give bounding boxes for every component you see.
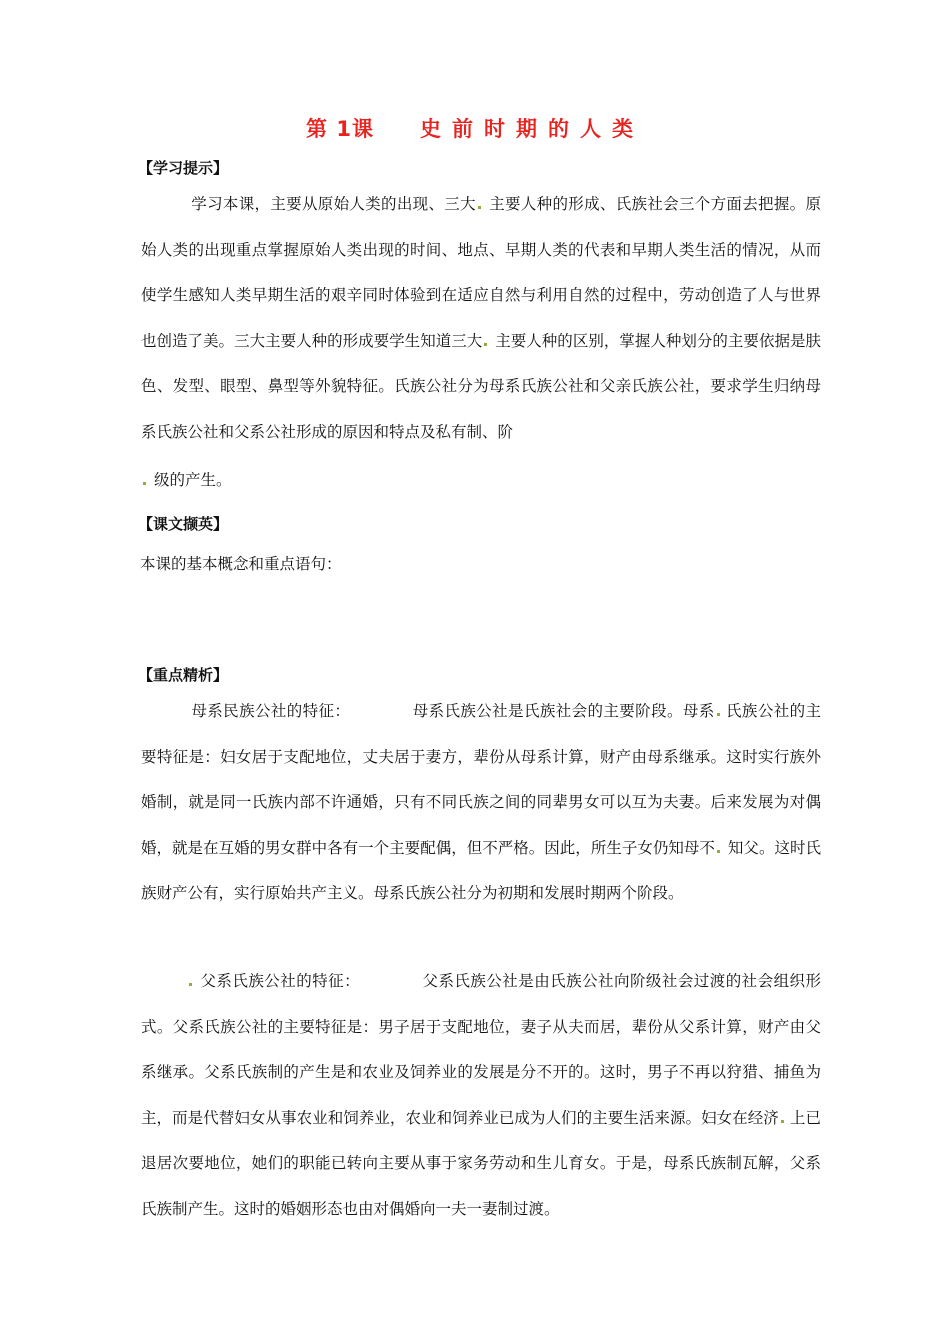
marker-dot [143, 482, 146, 485]
tips-last-line [141, 468, 232, 490]
tips-text-3: 主要人种的区别，掌握人种划分的主要依据是肤色、发型、眼型、鼻型等外貌特征。氏族公社分为母系氏族公社和父亲氏族公社，要求学生归纳母系氏族公社和父系公社形成的原因和特点及私有制、阶 [141, 331, 821, 441]
tips-text-4: 级的产生。 [154, 471, 232, 489]
patrilineal-text-1: 父系氏族公社是由氏族公社向阶级社会过渡的社会组织形式。父系氏族公社的主要特征是：男子居于支配地位，妻子从夫而居，辈份从父系计算，财产由父系继承。父系氏族制的产生是和农业及饲养业的发展是分不开的。这时，男子不再以狩猎、捕鱼为主，而是代替妇女从事农业和饲养业，农业和饲养业已成为人们的主要生活来源。妇女在经济 [141, 972, 821, 1127]
section-heading-text: 【课文撷英】 [138, 515, 229, 533]
tips-text-2: 主要人种的形成、氏族社会三个方面去把握。原始人类的出现重点掌握原始人类出现的时间、地点、早期人类的代表和早期人类生活的情况，从而使学生感知人类早期生活的艰辛同时体验到在适应自然与利用自然的过程中，劳动创造了人与世界也创造了美。三大主要人种的形成要学生知道三大 [141, 195, 821, 350]
patrilineal-label: 父系氏族公社的特征： [200, 972, 361, 990]
lesson-name: 史前时期的人类 [419, 117, 644, 141]
matrilineal-paragraph [141, 689, 821, 917]
matrilineal-text-3: 知父。这时氏族财产公有，实行原始共产主义。母系氏族公社分为初期和发展时期两个阶段。 [141, 838, 821, 902]
tips-paragraph [141, 182, 821, 455]
lesson-number: 第 1课 [306, 117, 374, 141]
patrilineal-paragraph [141, 959, 821, 1232]
section-heading-key: 【重点精析】 [138, 666, 229, 684]
marker-dot [484, 343, 487, 346]
marker-dot [717, 713, 720, 716]
matrilineal-text-1: 母系氏族公社是氏族社会的主要阶段。母系 [412, 702, 715, 720]
patrilineal-text-2: 上已退居次要地位，她们的职能已转向主要从事于家务劳动和生儿育女。于是，母系氏族制瓦解，父系氏族制产生。这时的婚姻形态也由对偶婚向一夫一妻制过渡。 [141, 1108, 821, 1218]
tips-text-1: 学习本课，主要从原始人类的出现、三大 [191, 195, 476, 213]
marker-dot [478, 206, 481, 209]
lesson-title [0, 113, 950, 143]
marker-dot [717, 850, 720, 853]
marker-dot [781, 1120, 784, 1123]
matrilineal-label: 母系民族公社的特征： [191, 702, 351, 720]
section-heading-tips: 【学习提示】 [138, 159, 229, 177]
marker-dot [189, 983, 192, 986]
text-intro-line: 本课的基本概念和重点语句： [140, 555, 342, 573]
matrilineal-text-2: 氏族公社的主要特征是：妇女居于支配地位，丈夫居于妻方，辈份从母系计算，财产由母系继承。这时实行族外婚制，就是同一氏族内部不许通婚，只有不同氏族之间的同辈男女可以互为夫妻。后来发展为对偶婚，就是在互婚的男女群中各有一个主要配偶，但不严格。因此，所生子女仍知母不 [141, 702, 821, 857]
